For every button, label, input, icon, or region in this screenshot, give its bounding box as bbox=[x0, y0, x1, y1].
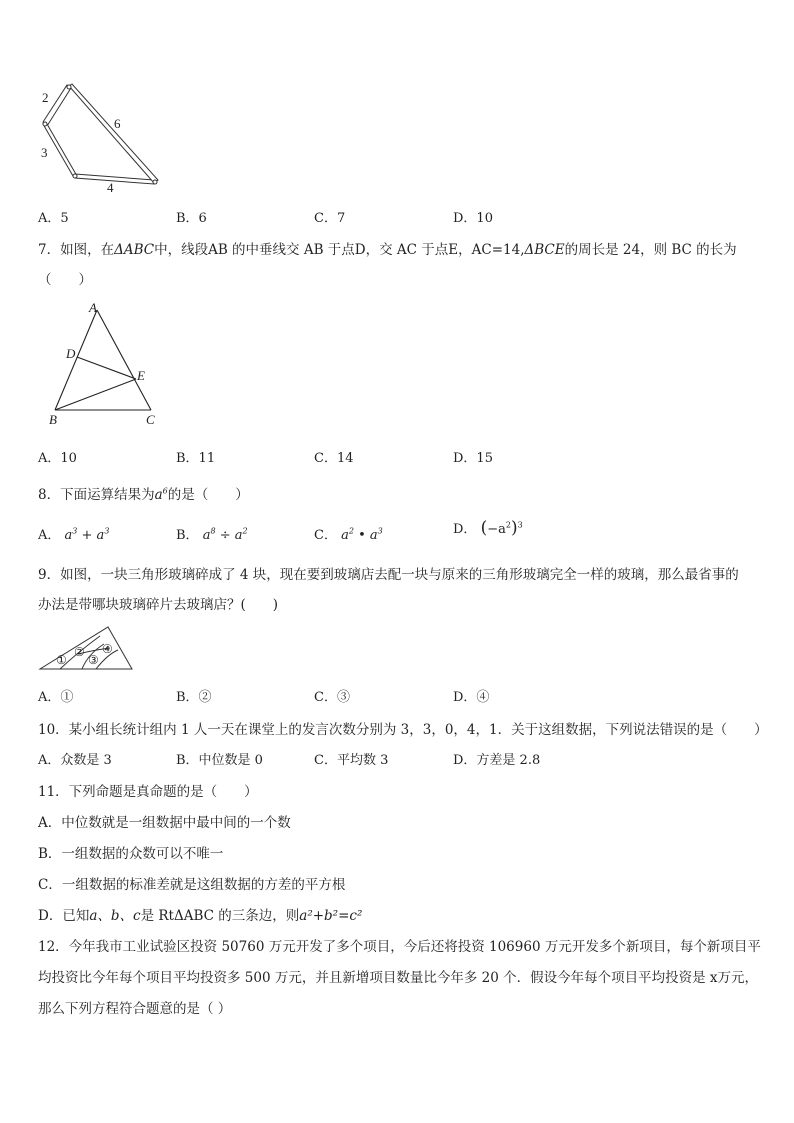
q11-option-d-prefix: D．已知 bbox=[38, 908, 90, 924]
q10-option-d[interactable]: D．方差是 2.8 bbox=[453, 753, 541, 768]
q9-question-line1: 9．如图，一块三角形玻璃碎成了 4 块，现在要到玻璃店去配一块与原来的三角形玻璃完全一样的玻璃，那么最省事的 bbox=[38, 567, 739, 583]
q7-option-d[interactable]: D．15 bbox=[453, 451, 493, 466]
q9-option-b[interactable]: B．② bbox=[176, 690, 212, 705]
q11-option-a[interactable]: A．中位数就是一组数据中最中间的一个数 bbox=[38, 815, 291, 831]
q7-label-a: A bbox=[89, 300, 97, 315]
q11-option-d-vars: a、b、c bbox=[89, 908, 141, 924]
q8-option-c-expr: $a^2$ • $a^3$ bbox=[341, 526, 383, 543]
q6-label-side-6: 6 bbox=[114, 116, 121, 131]
q9-piece-3-label: ③ bbox=[88, 653, 99, 667]
q7-question-text bbox=[38, 238, 737, 258]
q10-question-text: 10．某小组长统计组内 1 人一天在课堂上的发言次数分别为 3，3，0，4，1．关于这组数据，下列说法错误的是（ ） bbox=[38, 722, 768, 738]
q9-piece-2-label: ② bbox=[74, 645, 85, 659]
q7-answer-paren: （ ） bbox=[38, 272, 92, 288]
q7-label-b: B bbox=[49, 412, 57, 427]
q6-label-side-4: 4 bbox=[107, 180, 114, 195]
q9-piece-4-label: ④ bbox=[102, 642, 113, 656]
q6-option-a[interactable]: A．5 bbox=[38, 211, 69, 226]
q7-option-a[interactable]: A．10 bbox=[38, 451, 77, 466]
q10-option-b[interactable]: B．中位数是 0 bbox=[176, 753, 263, 768]
q8-option-a-expr: $a^3 + a^3$ bbox=[64, 526, 110, 543]
q11-option-b[interactable]: B．一组数据的众数可以不唯一 bbox=[38, 846, 224, 862]
q6-quadrilateral-figure bbox=[36, 82, 166, 192]
q8-option-d-exponent: 3 bbox=[517, 520, 523, 530]
q6-option-c[interactable]: C．7 bbox=[314, 211, 346, 226]
q7-triangle-abc: ΔABC bbox=[114, 242, 155, 258]
q8-option-a[interactable] bbox=[38, 524, 109, 543]
q7-label-e: E bbox=[137, 368, 145, 383]
q8-option-c[interactable] bbox=[314, 524, 383, 543]
q8-option-c-label: C． bbox=[314, 528, 337, 543]
q9-piece-1-label: ① bbox=[56, 653, 67, 667]
q8-text-after: 的是（ ） bbox=[167, 487, 249, 503]
q9-option-a[interactable]: A．① bbox=[38, 690, 74, 705]
q6-label-side-3: 3 bbox=[41, 145, 48, 160]
q8-option-d-label: D． bbox=[453, 522, 477, 537]
q6-option-b[interactable]: B．6 bbox=[176, 211, 207, 226]
q12-question-line1: 12．今年我市工业试验区投资 50760 万元开发了多个项目，今后还将投资 106960 万元开发多个新项目，每个新项目平 bbox=[38, 939, 761, 955]
q8-option-b-expr: $a^8 \div a^2$ bbox=[202, 526, 248, 543]
q7-text-mid: 中，线段AB 的中垂线交 AB 于点D，交 AC 于点E，AC=14, bbox=[154, 242, 525, 258]
q7-text-before: 7．如图，在 bbox=[38, 242, 115, 258]
q7-text-after: 的周长是 24，则 BC 的长为 bbox=[564, 242, 737, 258]
q7-label-d: D bbox=[66, 346, 76, 361]
q8-option-d[interactable] bbox=[453, 518, 523, 538]
q9-question-line2: 办法是带哪块玻璃碎片去玻璃店？( ) bbox=[38, 597, 279, 613]
q10-option-a[interactable]: A．众数是 3 bbox=[38, 753, 112, 768]
q11-option-d-equation: a²+b²=c² bbox=[299, 908, 363, 924]
q12-question-line2: 均投资比今年每个项目平均投资多 500 万元，并且新增项目数量比今年多 20 个．假设今年每个项目平均投资是 x万元， bbox=[38, 970, 759, 986]
q8-option-a-label: A． bbox=[38, 528, 61, 543]
q7-triangle-figure bbox=[40, 296, 170, 431]
q9-option-c[interactable]: C．③ bbox=[314, 690, 350, 705]
q6-option-d[interactable]: D．10 bbox=[453, 211, 493, 226]
q11-option-c[interactable]: C．一组数据的标准差就是这组数据的方差的平方根 bbox=[38, 877, 346, 893]
q8-expression-a6: $a^6$ bbox=[154, 486, 168, 503]
q8-option-d-inner: $-a^2$ bbox=[487, 520, 511, 537]
q11-question-text: 11．下列命题是真命题的是（ ） bbox=[38, 784, 258, 800]
q11-option-d[interactable] bbox=[38, 904, 362, 924]
q7-triangle-bce: ΔBCE bbox=[524, 242, 565, 258]
q11-option-d-mid: 是 RtΔABC 的三条边，则 bbox=[140, 908, 300, 924]
q7-option-b[interactable]: B．11 bbox=[176, 451, 216, 466]
q9-option-d[interactable]: D．④ bbox=[453, 690, 490, 705]
q8-option-d-close: ) bbox=[510, 518, 518, 538]
q8-option-b[interactable] bbox=[176, 524, 248, 543]
q8-question-text bbox=[38, 483, 249, 503]
q7-label-c: C bbox=[146, 412, 155, 427]
q6-label-side-2: 2 bbox=[42, 90, 49, 105]
q10-option-c[interactable]: C．平均数 3 bbox=[314, 753, 389, 768]
q8-text-before: 8．下面运算结果为 bbox=[38, 487, 155, 503]
q7-option-c[interactable]: C．14 bbox=[314, 451, 354, 466]
q8-option-d-expr: ( bbox=[480, 518, 488, 538]
q8-option-b-label: B． bbox=[176, 528, 199, 543]
q12-question-line3: 那么下列方程符合题意的是（ ） bbox=[38, 1001, 232, 1017]
